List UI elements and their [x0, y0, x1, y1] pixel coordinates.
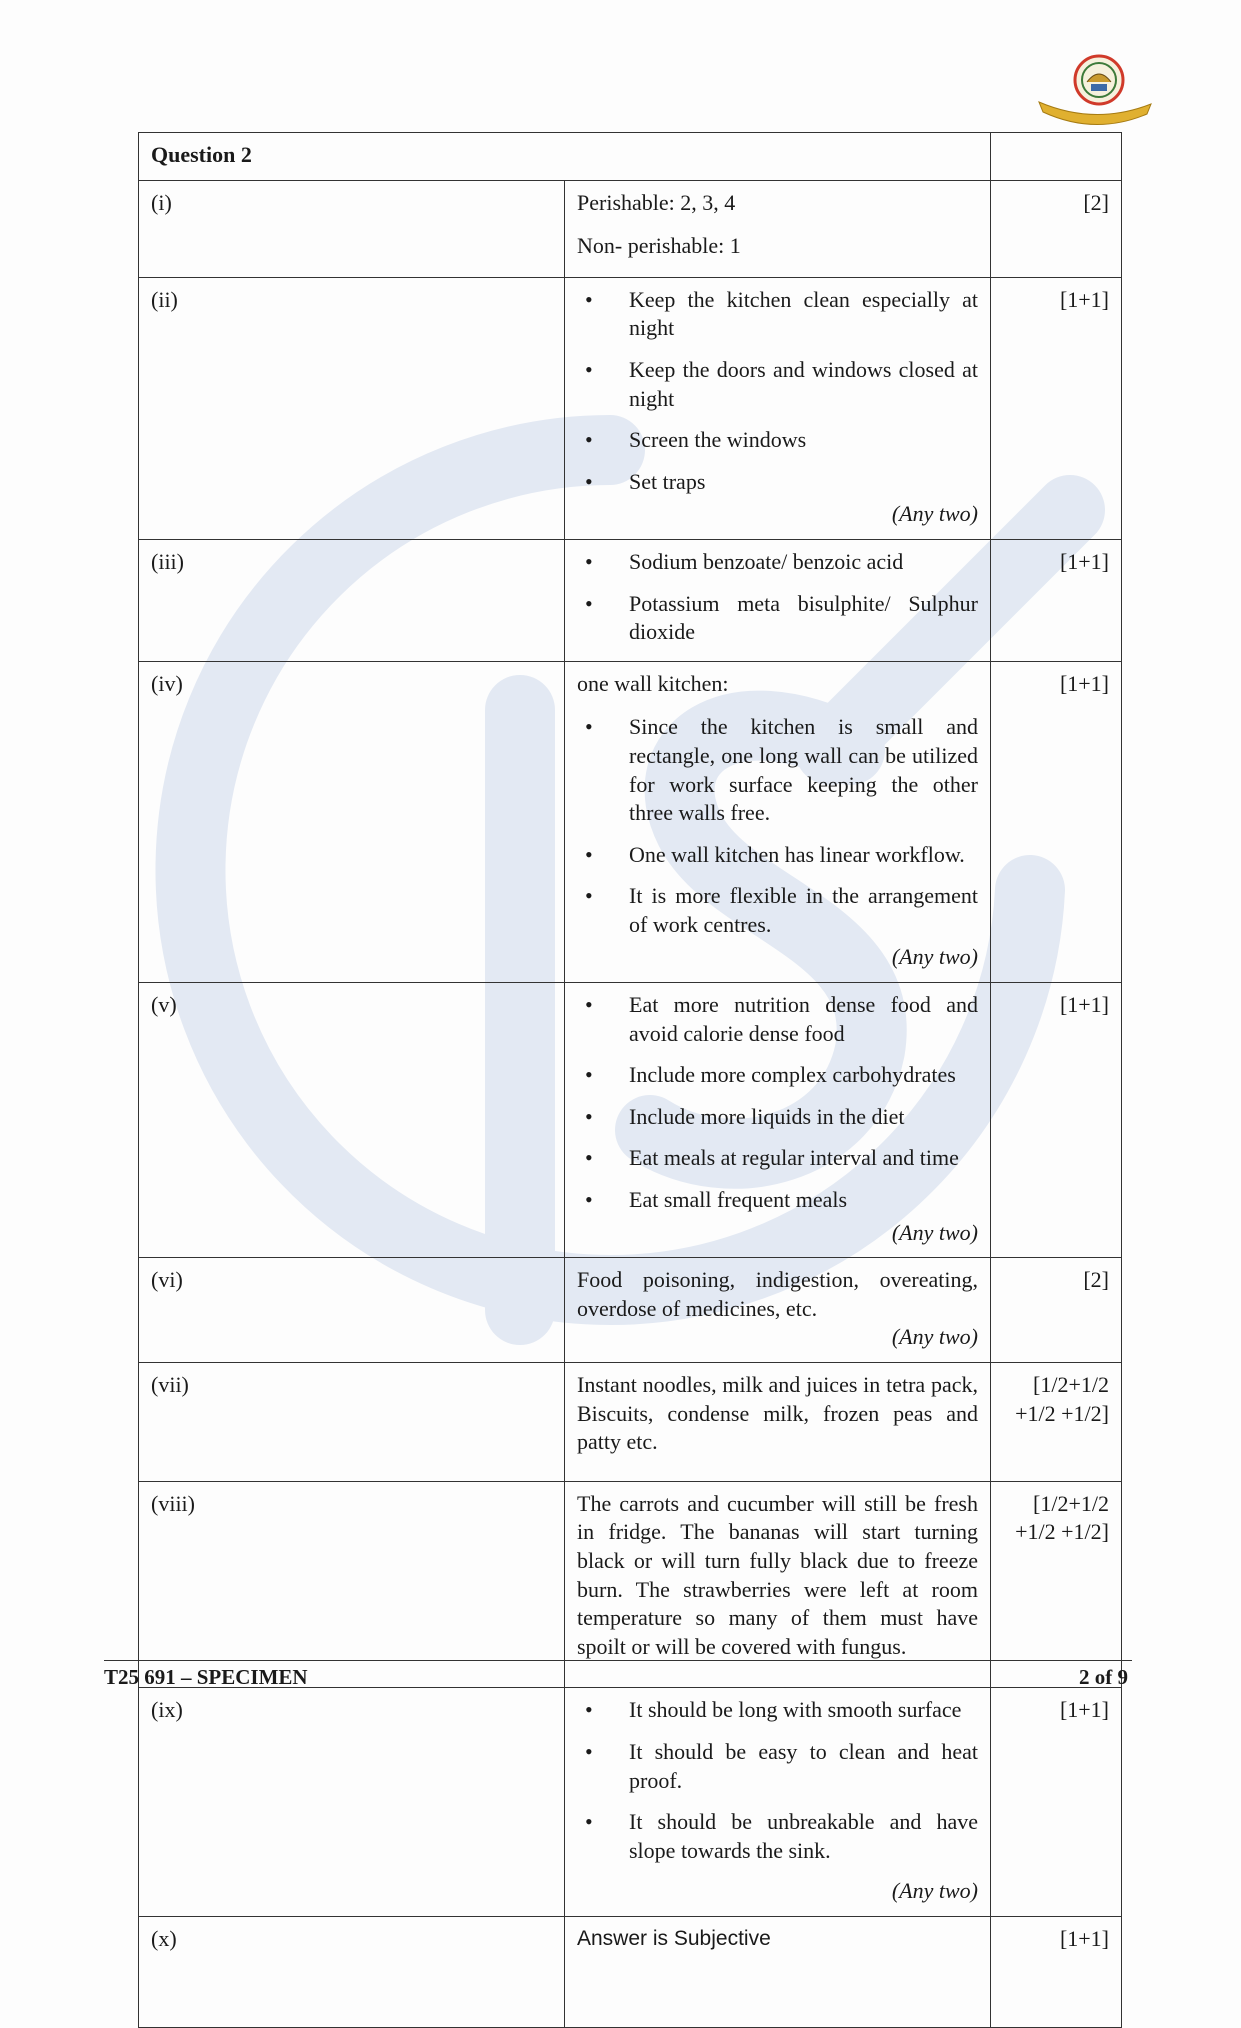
header-marks-cell: [991, 133, 1122, 181]
answer-text: The carrots and cucumber will still be fresh in fridge. The bananas will start turning black or will turn fully black due to freeze burn. The strawberries were left at room temperature so many of them must have spoilt or will be covered with fungus.: [577, 1490, 978, 1659]
paper-code: T25 691 – SPECIMEN: [104, 1665, 308, 1689]
bullet-list: [577, 713, 978, 939]
bullet-item: • One wall kitchen has linear workflow.: [577, 841, 978, 870]
marks-cell: [2]: [991, 1258, 1122, 1363]
answer-text: Instant noodles, milk and juices in tetra pack, Biscuits, condense milk, frozen peas and patty etc.: [577, 1372, 978, 1455]
bullet-item: • Eat small frequent meals: [577, 1186, 978, 1215]
row-number: (viii): [139, 1481, 565, 1688]
answer-cell: [565, 1688, 991, 1917]
answer-intro: one wall kitchen:: [577, 670, 729, 696]
bullet-item: • It should be unbreakable and have slope towards the sink.: [577, 1808, 978, 1865]
marks-cell: [1+1]: [991, 661, 1122, 982]
question-header-row: [139, 133, 1122, 181]
row-number: (vi): [139, 1258, 565, 1363]
marks-cell: [991, 1481, 1122, 1688]
answer-text: Food poisoning, indigestion, overeating, overdose of medicines, etc.: [577, 1267, 978, 1321]
any-two-note: (Any two): [891, 1878, 978, 1904]
question-title: Question 2: [139, 133, 991, 181]
any-two-note: (Any two): [891, 944, 978, 970]
answer-row-ii: [139, 277, 1122, 539]
answer-cell: [565, 1481, 991, 1688]
answer-row-iii: [139, 539, 1122, 661]
marks-cell: [1+1]: [991, 1916, 1122, 2027]
any-two-note: (Any two): [891, 1219, 978, 1245]
row-number: (v): [139, 983, 565, 1258]
answer-line: Non- perishable: 1: [577, 233, 741, 259]
bullet-item: • Screen the windows: [577, 426, 978, 455]
answer-cell: [565, 277, 991, 539]
row-number: (i): [139, 180, 565, 277]
marks-cell: [1+1]: [991, 983, 1122, 1258]
marks-line: +1/2 +1/2]: [1015, 1519, 1109, 1545]
answer-cell: [565, 661, 991, 982]
marking-scheme-table: [138, 132, 1122, 2028]
answer-cell: [565, 983, 991, 1258]
page-footer: [104, 1660, 1132, 1690]
marks-cell: [1+1]: [991, 277, 1122, 539]
bullet-item: • Sodium benzoate/ benzoic acid: [577, 548, 978, 577]
answer-line: Perishable: 2, 3, 4: [577, 189, 736, 215]
bullet-item: • Keep the doors and windows closed at night: [577, 356, 978, 413]
answer-text: Answer is Subjective: [565, 1916, 991, 2027]
marks-line: [1/2+1/2: [1033, 1372, 1109, 1397]
bullet-item: • It should be easy to clean and heat proof.: [577, 1738, 978, 1795]
marks-cell: [1+1]: [991, 539, 1122, 661]
answer-cell: [565, 1363, 991, 1482]
bullet-list: [577, 548, 978, 647]
bullet-item: • Include more liquids in the diet: [577, 1103, 978, 1132]
marks-cell: [1+1]: [991, 1688, 1122, 1917]
answer-row-viii: [139, 1481, 1122, 1688]
row-number: (iv): [139, 661, 565, 982]
cisce-logo-icon: [1035, 52, 1155, 132]
marks-cell: [991, 1363, 1122, 1482]
bullet-item: • Eat meals at regular interval and time: [577, 1144, 978, 1173]
answer-row-v: [139, 983, 1122, 1258]
marks-line: [1/2+1/2: [1033, 1490, 1109, 1516]
bullet-item: • Since the kitchen is small and rectangle, one long wall can be utilized for work surface keeping the other three walls free.: [577, 713, 978, 827]
answer-row-x: [139, 1916, 1122, 2027]
page-number: 2 of 9: [1079, 1665, 1128, 1689]
bullet-item: • It should be long with smooth surface: [577, 1696, 978, 1725]
bullet-list: [577, 991, 978, 1215]
bullet-list: [577, 286, 978, 497]
bullet-item: • Eat more nutrition dense food and avoid calorie dense food: [577, 991, 978, 1048]
answer-cell: [565, 539, 991, 661]
answer-row-i: [139, 180, 1122, 277]
row-number: (ii): [139, 277, 565, 539]
bullet-item: • Include more complex carbohydrates: [577, 1061, 978, 1090]
bullet-item: • It is more flexible in the arrangement of work centres.: [577, 882, 978, 939]
answer-row-ix: [139, 1688, 1122, 1917]
bullet-item: • Set traps: [577, 468, 978, 497]
answer-row-vi: [139, 1258, 1122, 1363]
answer-row-vii: [139, 1363, 1122, 1482]
answer-row-iv: [139, 661, 1122, 982]
any-two-note: (Any two): [891, 501, 978, 527]
marks-cell: [2]: [991, 180, 1122, 277]
bullet-item: • Potassium meta bisulphite/ Sulphur dioxide: [577, 590, 978, 647]
any-two-note: (Any two): [891, 1324, 978, 1350]
bullet-item: • Keep the kitchen clean especially at night: [577, 286, 978, 343]
answer-cell: [565, 1258, 991, 1363]
answer-cell: [565, 180, 991, 277]
row-number: (vii): [139, 1363, 565, 1482]
row-number: (iii): [139, 539, 565, 661]
bullet-list: [577, 1696, 978, 1865]
marks-line: +1/2 +1/2]: [1015, 1400, 1109, 1426]
row-number: (x): [139, 1916, 565, 2027]
row-number: (ix): [139, 1688, 565, 1917]
